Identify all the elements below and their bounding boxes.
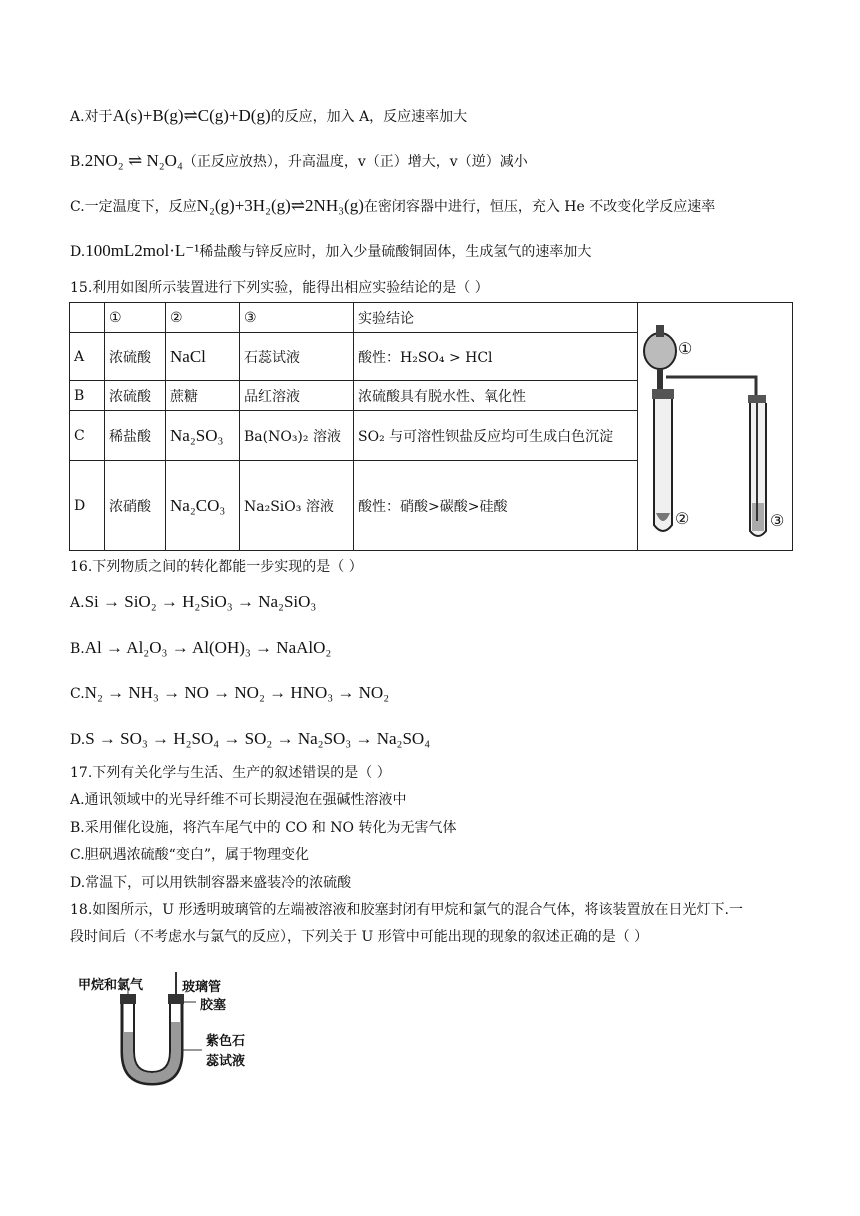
- header-cell: ①: [105, 303, 166, 333]
- equation: S → SO₃ → H₂SO₄ → SO₂ → Na₂SO₃ → Na₂SO₄: [85, 729, 431, 748]
- table-row: [70, 381, 639, 411]
- table-cell: 酸性：硝酸>碳酸>硅酸: [354, 461, 639, 551]
- option-prefix: B.: [70, 154, 85, 170]
- label-stopper: 胶塞: [200, 998, 227, 1013]
- equation: Al → Al₂O₃ → Al(OH)₃ → NaAlO₂: [84, 638, 332, 657]
- q17-option-a: A.通讯领域中的光导纤维不可长期浸泡在强碱性溶液中: [70, 792, 407, 808]
- equation: N₂(g)+3H₂(g)⇌2NH₃(g): [196, 196, 364, 215]
- equation: N₂ → NH₃ → NO → NO₂ → HNO₃ → NO₂: [84, 683, 390, 702]
- table-cell: 稀盐酸: [105, 411, 166, 461]
- q17-stem: 17.下列有关化学与生活、生产的叙述错误的是（ ）: [70, 765, 391, 781]
- q16-option-b: [70, 638, 331, 659]
- apparatus-figure: [637, 302, 793, 551]
- option-text: 在密闭容器中进行，恒压，充入 He 不改变化学反应速率: [363, 199, 716, 215]
- option-prefix: A.: [70, 595, 85, 611]
- q18-stem-line2: 段时间后（不考虑水与氯气的反应），下列关于 U 形管中可能出现的现象的叙述正确的是（ ）: [70, 929, 649, 945]
- u-tube-figure: [72, 972, 272, 1092]
- table-cell: 浓硫酸具有脱水性、氧化性: [354, 381, 639, 411]
- table-cell: 石蕊试液: [240, 333, 354, 381]
- option-prefix: D.: [70, 244, 86, 260]
- table-cell: 浓硝酸: [105, 461, 166, 551]
- table-cell: Na₂SiO₃ 溶液: [240, 461, 354, 551]
- equation: 100mL2mol·L⁻¹: [85, 241, 200, 260]
- label-litmus-1: 紫色石: [206, 1034, 246, 1049]
- equation: A(s)+B(g)⇌C(g)+D(g): [112, 106, 271, 125]
- table-cell: D: [70, 461, 105, 551]
- q15-stem: 15.利用如图所示装置进行下列实验，能得出相应实验结论的是（ ）: [70, 280, 489, 296]
- table-cell: 浓硫酸: [105, 333, 166, 381]
- table-row: [70, 411, 639, 461]
- option-prefix: B.: [70, 641, 85, 657]
- q16-stem: 16.下列物质之间的转化都能一步实现的是（ ）: [70, 559, 363, 575]
- table-header-row: [70, 303, 639, 333]
- label-methane-chlorine: 甲烷和氯气: [78, 978, 144, 993]
- apparatus-drawing: [638, 303, 792, 550]
- option-text: （正反应放热），升高温度，v（正）增大，v（逆）减小: [182, 154, 528, 170]
- label-litmus-2: 蕊试液: [206, 1054, 246, 1069]
- q14-option-a: [70, 106, 467, 127]
- table-cell: B: [70, 381, 105, 411]
- header-cell: [70, 303, 105, 333]
- table-cell: Na₂SO₃: [166, 411, 240, 461]
- table-cell: Ba(NO₃)₂ 溶液: [240, 411, 354, 461]
- table-row: [70, 333, 639, 381]
- q17-option-b: B.采用催化设施，将汽车尾气中的 CO 和 NO 转化为无害气体: [70, 820, 457, 836]
- option-prefix: D.: [70, 732, 86, 748]
- option-prefix: C.一定温度下，反应: [70, 199, 197, 215]
- table-cell: 蔗糖: [166, 381, 240, 411]
- q15-table: [69, 302, 639, 551]
- q18-stem-line1: 18.如图所示，U 形透明玻璃管的左端被溶液和胶塞封闭有甲烷和氯气的混合气体，将该装置放在日光灯下.一: [70, 902, 743, 918]
- table-cell: 浓硫酸: [105, 381, 166, 411]
- table-cell: 品红溶液: [240, 381, 354, 411]
- q16-option-d: [70, 729, 430, 750]
- header-cell: 实验结论: [354, 303, 639, 333]
- table-cell: 酸性：H₂SO₄ > HCl: [354, 333, 639, 381]
- header-cell: ②: [166, 303, 240, 333]
- table-cell: NaCl: [166, 333, 240, 381]
- q14-option-d: [70, 241, 591, 262]
- equation: 2NO₂ ⇌ N₂O₄: [84, 151, 183, 170]
- header-cell: ③: [240, 303, 354, 333]
- table-cell: A: [70, 333, 105, 381]
- option-prefix: A.对于: [70, 109, 113, 125]
- option-prefix: C.: [70, 686, 85, 702]
- q14-option-b: [70, 151, 528, 172]
- table-cell: C: [70, 411, 105, 461]
- equation: Si → SiO₂ → H₂SiO₃ → Na₂SiO₃: [84, 592, 317, 611]
- q14-option-c: [70, 196, 715, 217]
- q16-option-a: [70, 592, 316, 613]
- option-text: 的反应，加入 A，反应速率加大: [270, 109, 468, 125]
- label-glass-tube: 玻璃管: [182, 980, 222, 995]
- table-cell: SO₂ 与可溶性钡盐反应均可生成白色沉淀: [354, 411, 639, 461]
- table-row: [70, 461, 639, 551]
- label-2: ②: [675, 509, 690, 528]
- option-text: 稀盐酸与锌反应时，加入少量硫酸铜固体，生成氢气的速率加大: [199, 244, 592, 260]
- q17-option-c: C.胆矾遇浓硫酸“变白”，属于物理变化: [70, 847, 309, 863]
- label-3: ③: [770, 511, 785, 530]
- table-cell: Na₂CO₃: [166, 461, 240, 551]
- q17-option-d: D.常温下，可以用铁制容器来盛装冷的浓硫酸: [70, 875, 352, 891]
- label-1: ①: [678, 339, 693, 358]
- q16-option-c: [70, 683, 389, 704]
